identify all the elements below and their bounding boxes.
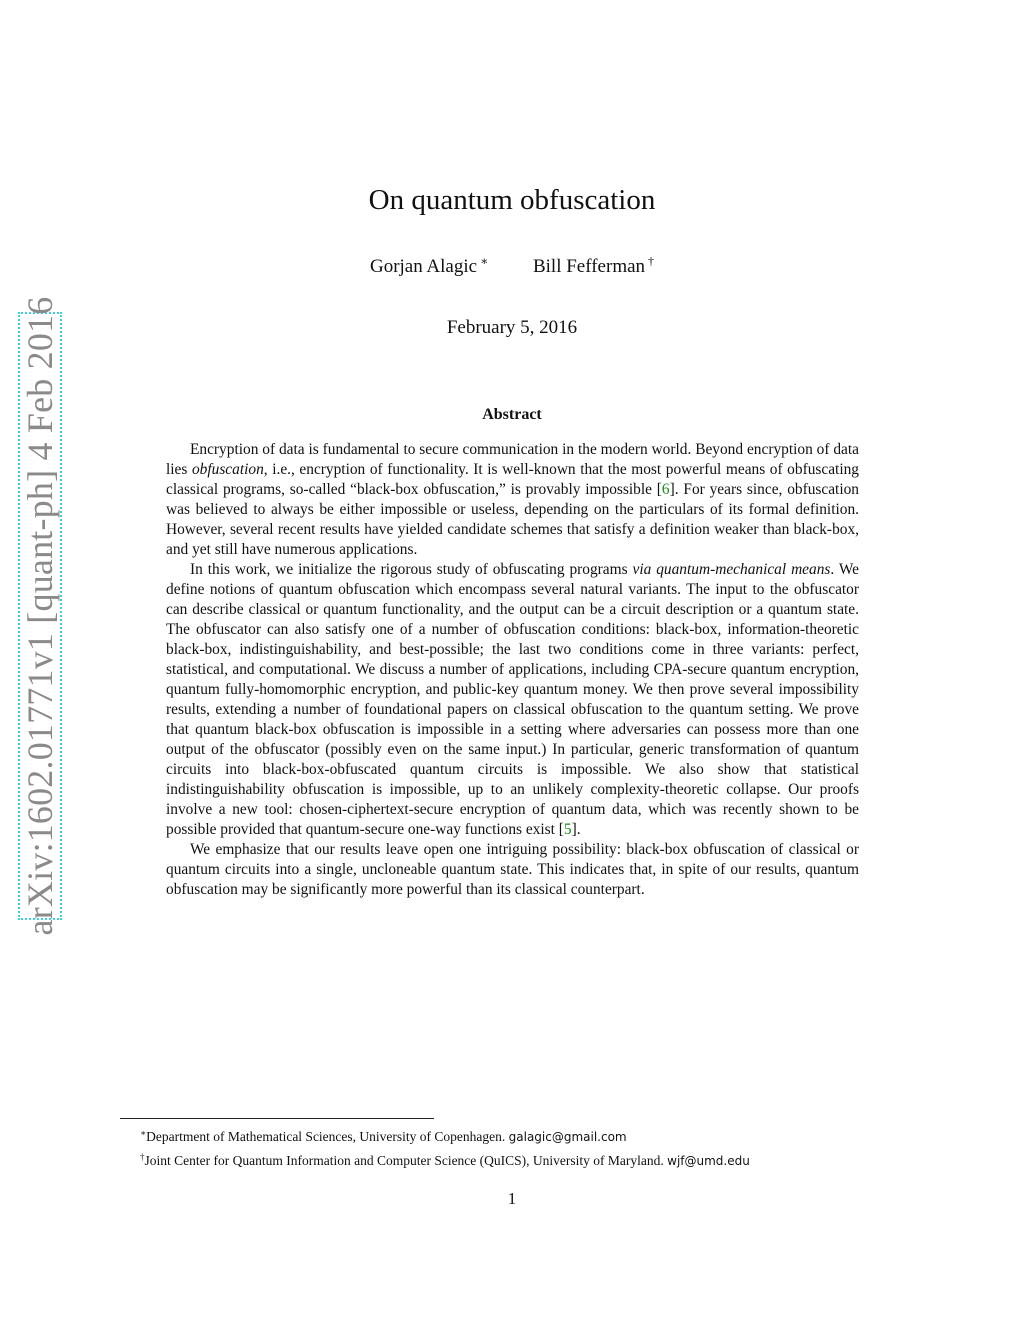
author-name: Bill Fefferman — [532, 256, 646, 277]
abstract-heading: Abstract — [482, 406, 542, 423]
text-run: In this work, we initialize the rigorous study of obfuscating programs — [190, 561, 633, 578]
footnote-text: Department of Mathematical Sciences, University of Copenhagen. — [146, 1129, 509, 1144]
page-number: 1 — [507, 1189, 517, 1208]
text-run: , i.e., encryption of functionality. It is well-known that the most powerful means of obfuscating classical programs, so-called “black-box obfuscation,” is provably impossible [ — [166, 461, 859, 498]
arxiv-identifier-stamp — [18, 296, 62, 936]
footnote-text: Joint Center for Quantum Information and Computer Science (QuICS), University of Maryland. — [144, 1153, 668, 1168]
author-alagic — [370, 254, 488, 278]
footnote-mark: † — [140, 1152, 145, 1162]
abstract-body — [166, 440, 859, 900]
author-name: Gorjan Alagic — [369, 256, 478, 277]
paper-title: On quantum obfuscation — [368, 184, 656, 216]
footnote-2 — [140, 1147, 900, 1171]
text-run: ]. For years since, obfuscation was believed to always be either impossible or useless, depending on the particulars of its formal definition. However, several recent results have yielded candidate schemes that satisfy a definition weaker than black-box, and yet still have numerous applications. — [166, 481, 860, 558]
abstract-paragraph-3: We emphasize that our results leave open one intriguing possibility: black-box obfuscation of classical or quantum circuits into a single, uncloneable quantum state. This indicates that, in spite of our results, quantum obfuscation may be significantly more powerful than its classical counterpart. — [166, 841, 859, 898]
abstract-paragraph-1 — [166, 440, 859, 560]
author-fefferman — [533, 254, 654, 278]
emphasis-obfuscation: obfuscation — [191, 461, 264, 478]
text-run: ]. — [571, 821, 581, 838]
abstract-paragraph-2 — [166, 560, 859, 840]
email-link[interactable]: wjf@umd.edu — [667, 1154, 750, 1168]
footnote-mark: ∗ — [140, 1128, 147, 1138]
citation-link-5[interactable]: 5 — [563, 821, 572, 838]
publication-date: February 5, 2016 — [446, 317, 578, 338]
footnote-1 — [140, 1123, 900, 1147]
email-link[interactable]: galagic@gmail.com — [508, 1130, 627, 1144]
text-run: Encryption of data is fundamental to secure communication in the modern world. Beyond encryption of data lies — [166, 441, 859, 478]
author-footnote-mark[interactable]: ∗ — [480, 254, 489, 268]
author-list — [0, 254, 1024, 278]
arxiv-identifier-text: arXiv:1602.01771v1 [quant-ph] 4 Feb 2016 — [20, 296, 60, 936]
emphasis-quantum-means: via quantum-mechanical means — [632, 561, 831, 578]
author-footnote-mark[interactable]: † — [648, 254, 655, 268]
citation-link-6[interactable]: 6 — [661, 481, 670, 498]
text-run: . We define notions of quantum obfuscation which encompass several natural variants. The input to the obfuscator can describe classical or quantum functionality, and the output can be a circuit description or a quantum state. The obfuscator can also satisfy one of a number of obfuscation conditions: black-box, information-theoretic black-box, indistinguishability, and best-possible; the last two conditions come in three variants: perfect, statistical, and computational. We discuss a number of applications, including CPA-secure quantum encryption, quantum fully-homomorphic encryption, and public-key quantum money. We then prove several impossibility results, extending a number of foundational papers on classical obfuscation to the quantum setting. We prove that quantum black-box obfuscation is impossible in a setting where adversaries can possess more than one output of the obfuscator (possibly even on the same input.) In particular, generic transformation of quantum circuits into black-box-obfuscated quantum circuits is impossible. We also show that statistical indistinguishability obfuscation is impossible, up to an unlikely complexity-theoretic collapse. Our proofs involve a new tool: chosen-ciphertext-secure encryption of quantum data, which was recently shown to be possible provided that quantum-secure one-way functions exist [ — [166, 561, 860, 838]
footnote-divider — [120, 1118, 434, 1119]
footnotes — [140, 1123, 900, 1171]
